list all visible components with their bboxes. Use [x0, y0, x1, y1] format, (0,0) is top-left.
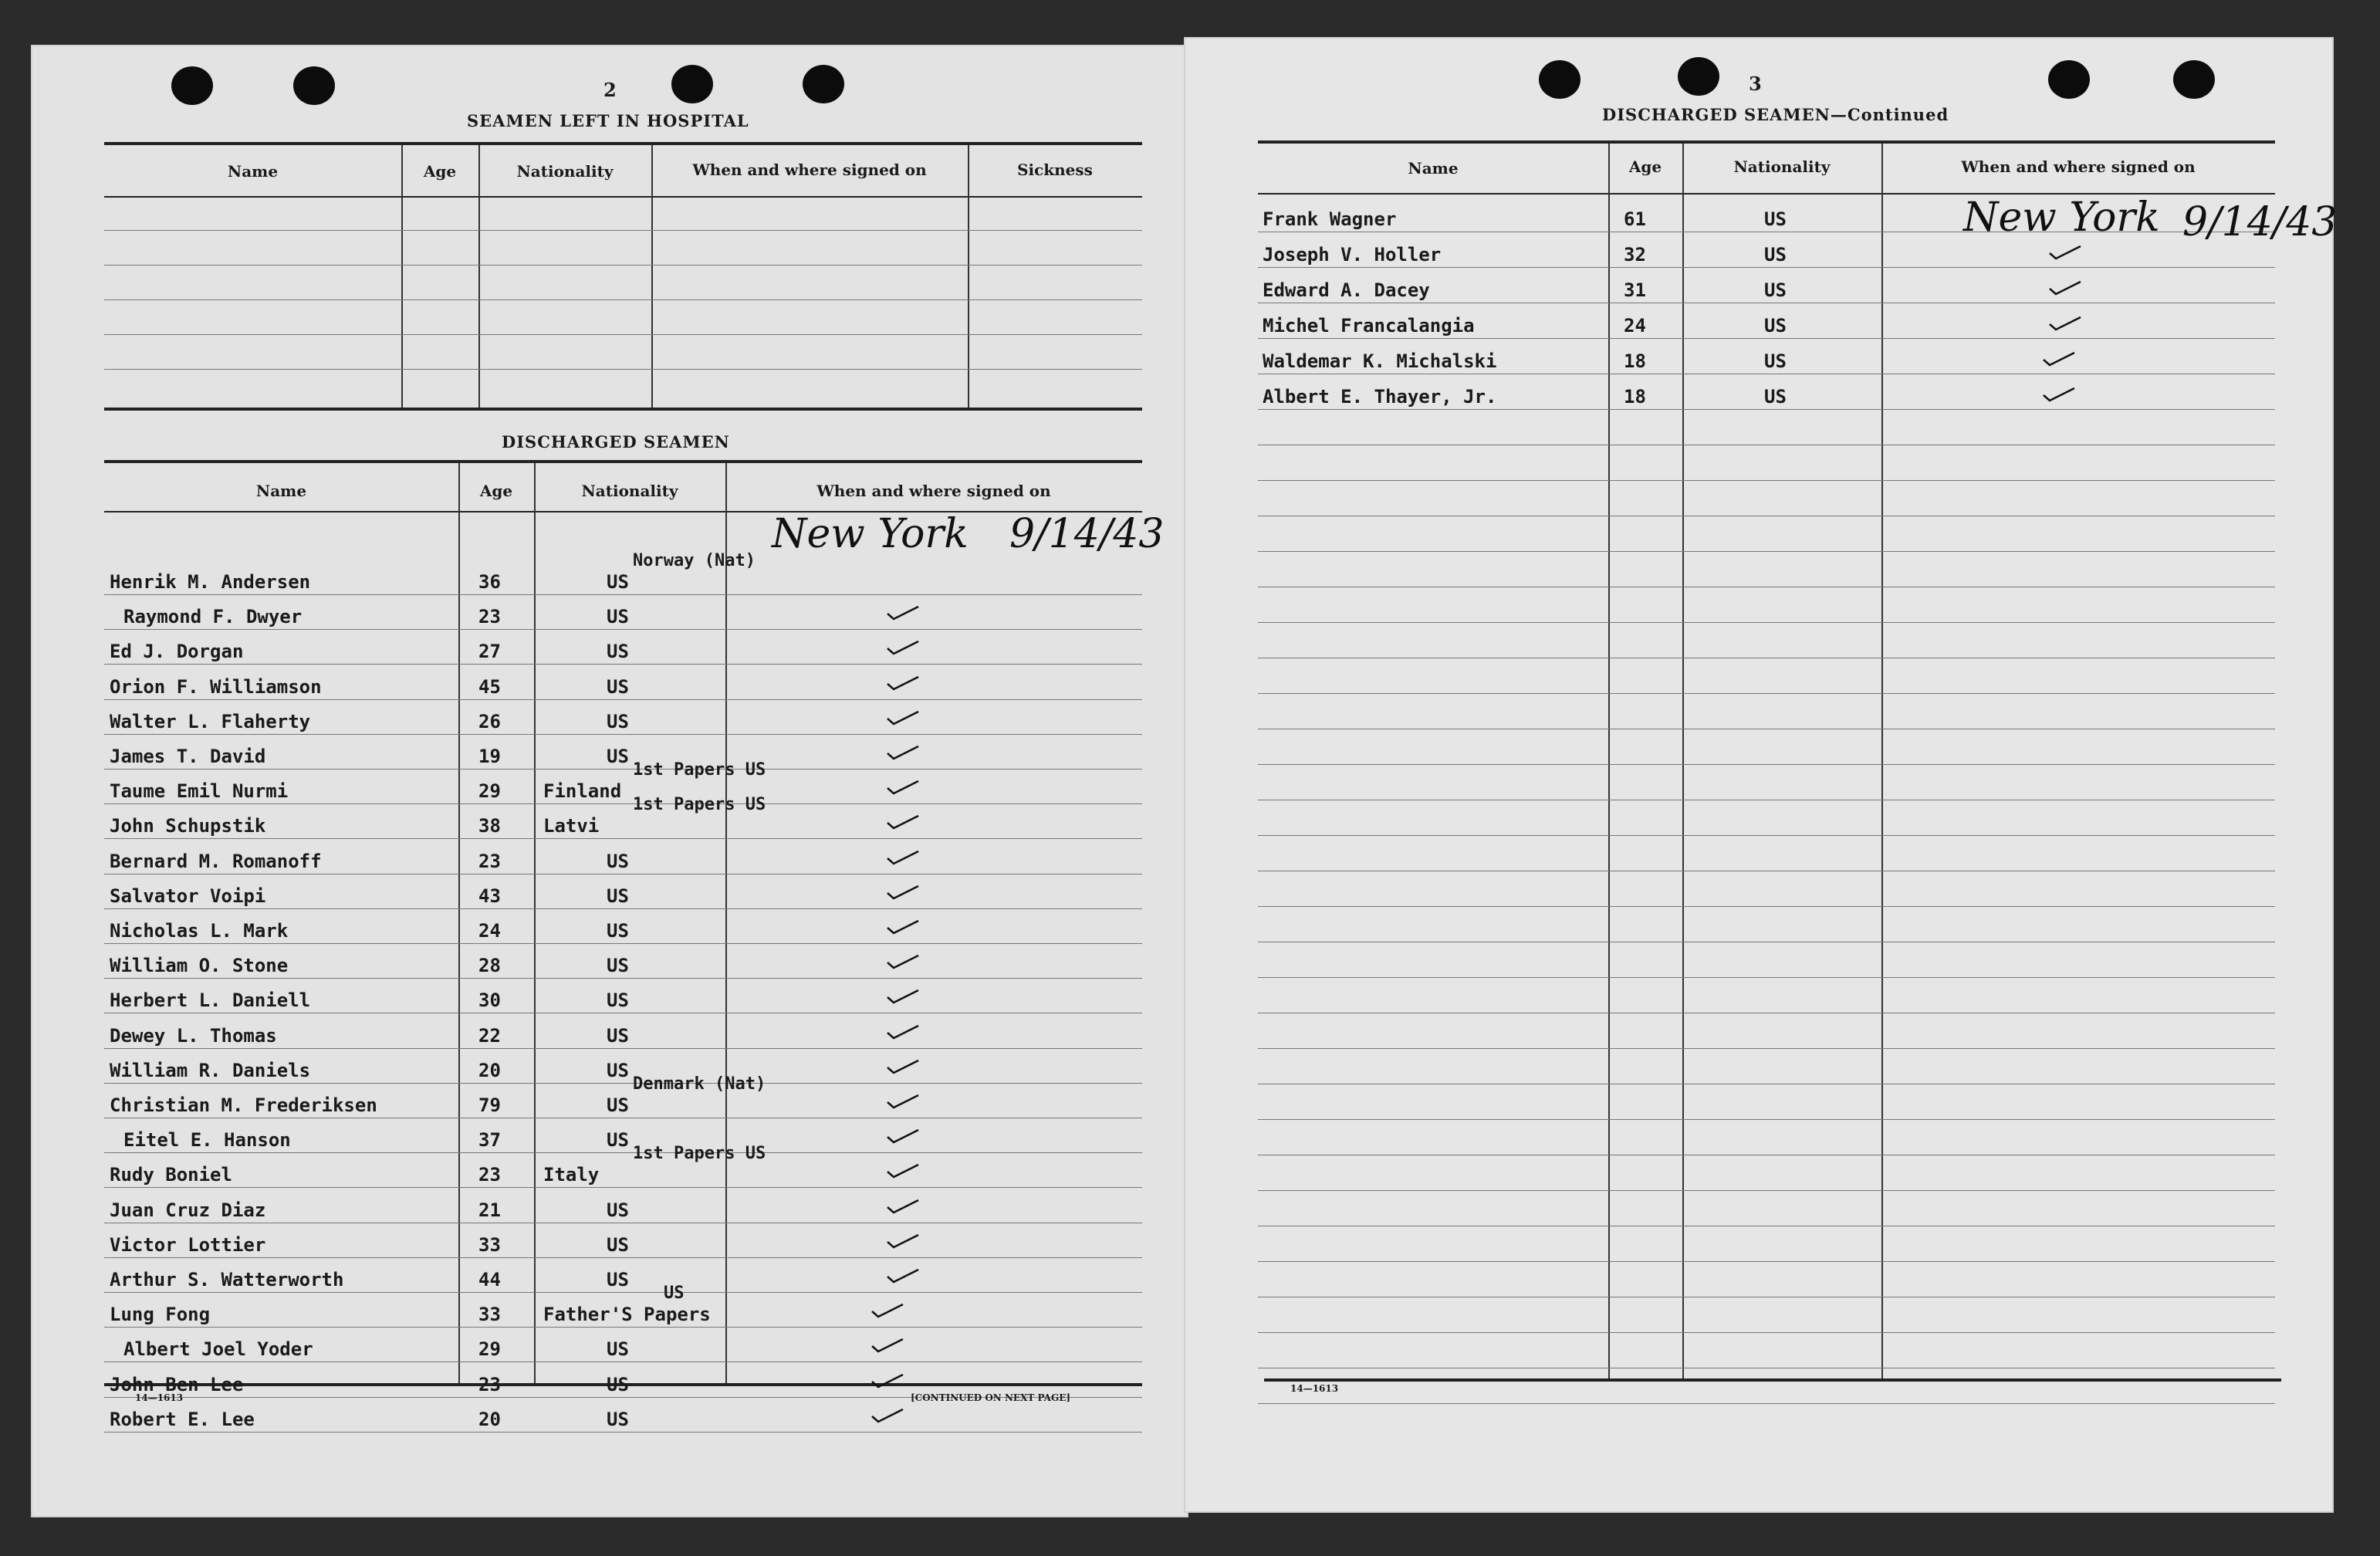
- nationality-note: 1st Papers US: [633, 760, 766, 780]
- seaman-nationality: US: [607, 1234, 629, 1256]
- seaman-age: 33: [478, 1304, 501, 1325]
- page-number: 2: [603, 79, 617, 101]
- seaman-name: Orion F. Williamson: [110, 676, 322, 698]
- seaman-nationality: US: [607, 920, 629, 942]
- nationality-note: 1st Papers US: [633, 795, 766, 814]
- table-row-line: [104, 978, 1142, 979]
- seaman-nationality: US: [607, 641, 629, 662]
- discharged-header-name: Name: [255, 482, 307, 500]
- seaman-age: 44: [478, 1269, 501, 1290]
- hospital-top-rule: [104, 142, 1142, 145]
- seaman-nationality: US: [607, 1374, 629, 1395]
- seaman-age: 32: [1624, 244, 1646, 266]
- table-row-line: [104, 1432, 1142, 1433]
- hospital-bottom-rule: [104, 408, 1142, 411]
- hospital-header-nationality: Nationality: [516, 162, 614, 181]
- seaman-nationality: Father'S Papers: [543, 1304, 711, 1325]
- right-page: [1184, 37, 2338, 1513]
- punch-hole: [803, 65, 844, 103]
- table-row-line: [104, 1152, 1142, 1153]
- check-mark-icon: [886, 953, 920, 970]
- seaman-name: Rudy Boniel: [110, 1164, 232, 1186]
- seaman-nationality: Italy: [543, 1164, 600, 1186]
- seaman-nationality: US: [607, 989, 629, 1011]
- seaman-age: 31: [1624, 279, 1646, 301]
- check-mark-icon: [886, 1162, 920, 1179]
- check-mark-icon: [886, 918, 920, 935]
- seaman-nationality: US: [607, 1129, 629, 1151]
- seaman-age: 20: [478, 1409, 501, 1430]
- check-mark-icon: [2048, 315, 2082, 332]
- seaman-age: 26: [478, 711, 501, 732]
- check-mark-icon: [886, 1198, 920, 1215]
- seaman-name: Albert Joel Yoder: [123, 1338, 313, 1360]
- seaman-name: Edward A. Dacey: [1263, 279, 1430, 301]
- table-row-line: [1258, 267, 2275, 268]
- hospital-col-divider: [651, 145, 653, 408]
- seaman-age: 29: [478, 780, 501, 802]
- check-mark-icon: [886, 1058, 920, 1075]
- signed-on-date: 9/14/43: [1009, 511, 1165, 557]
- table-row-line: [104, 1083, 1142, 1084]
- check-mark-icon: [2042, 350, 2076, 367]
- seaman-name: Bernard M. Romanoff: [110, 851, 322, 872]
- seaman-age: 24: [1624, 315, 1646, 337]
- check-mark-icon: [886, 744, 920, 761]
- seaman-nationality: US: [607, 1094, 629, 1116]
- seaman-nationality: US: [607, 955, 629, 976]
- table-row-line: [104, 943, 1142, 944]
- seaman-name: Christian M. Frederiksen: [110, 1094, 377, 1116]
- table-row-line: [104, 699, 1142, 700]
- seaman-age: 23: [478, 1164, 501, 1186]
- check-mark-icon: [886, 1128, 920, 1145]
- punch-hole: [171, 66, 213, 105]
- signed-on-place: New York: [772, 511, 969, 557]
- page-number: 3: [1749, 73, 1762, 95]
- seaman-name: Eitel E. Hanson: [123, 1129, 291, 1151]
- discharged-header-rule: [104, 511, 1142, 512]
- check-mark-icon: [871, 1337, 904, 1354]
- table-row-line: [1258, 693, 2275, 694]
- seaman-nationality: US: [607, 1025, 629, 1047]
- seaman-nationality: US: [607, 1060, 629, 1081]
- table-row-line: [1258, 622, 2275, 623]
- table-row-line: [1258, 835, 2275, 836]
- seaman-name: William R. Daniels: [110, 1060, 311, 1081]
- right-header-age: Age: [1628, 157, 1662, 176]
- check-mark-icon: [886, 814, 920, 830]
- seaman-age: 18: [1624, 350, 1646, 372]
- seaman-age: 43: [478, 885, 501, 907]
- right-header-nationality: Nationality: [1733, 157, 1831, 176]
- right-header-name: Name: [1408, 159, 1459, 178]
- check-mark-icon: [886, 1267, 920, 1284]
- discharged-header-nationality: Nationality: [581, 482, 678, 500]
- hospital-row-line: [104, 369, 1142, 370]
- seaman-age: 20: [478, 1060, 501, 1081]
- seaman-name: Henrik M. Andersen: [110, 571, 311, 593]
- right-col-divider: [1881, 144, 1883, 1378]
- signed-on-date: 9/14/43: [2182, 199, 2338, 245]
- seaman-nationality: US: [1764, 208, 1787, 230]
- table-row-line: [1258, 1403, 2275, 1404]
- check-mark-icon: [871, 1302, 904, 1319]
- hospital-row-line: [104, 230, 1142, 231]
- seaman-nationality: US: [607, 606, 629, 627]
- right-col-divider: [1682, 144, 1684, 1378]
- table-row-line: [1258, 1119, 2275, 1120]
- seaman-name: Robert E. Lee: [110, 1409, 255, 1430]
- seaman-name: Nicholas L. Mark: [110, 920, 289, 942]
- check-mark-icon: [886, 1233, 920, 1250]
- check-mark-icon: [886, 604, 920, 621]
- seaman-name: Dewey L. Thomas: [110, 1025, 277, 1047]
- seaman-age: 36: [478, 571, 501, 593]
- table-row-line: [1258, 1332, 2275, 1333]
- right-col-divider: [1608, 144, 1610, 1378]
- seaman-age: 23: [478, 851, 501, 872]
- discharged-col-divider: [458, 463, 460, 1383]
- seaman-name: William O. Stone: [110, 955, 289, 976]
- seaman-name: Frank Wagner: [1263, 208, 1397, 230]
- seaman-name: Victor Lottier: [110, 1234, 266, 1256]
- table-row-line: [1258, 338, 2275, 339]
- seaman-age: 23: [478, 606, 501, 627]
- seaman-age: 45: [478, 676, 501, 698]
- hospital-header-rule: [104, 196, 1142, 198]
- check-mark-icon: [871, 1407, 904, 1424]
- nationality-note: Denmark (Nat): [633, 1074, 766, 1094]
- seaman-age: 29: [478, 1338, 501, 1360]
- table-row-line: [1258, 409, 2275, 410]
- seaman-age: 18: [1624, 386, 1646, 408]
- seaman-nationality: US: [1764, 244, 1787, 266]
- nationality-note: Norway (Nat): [633, 551, 756, 570]
- hospital-header-name: Name: [227, 162, 279, 181]
- punch-hole: [293, 66, 335, 105]
- seaman-name: Joseph V. Holler: [1263, 244, 1442, 266]
- table-row-line: [104, 594, 1142, 595]
- hospital-section-title: SEAMEN LEFT IN HOSPITAL: [467, 111, 749, 130]
- table-row-line: [104, 803, 1142, 804]
- seaman-nationality: US: [607, 1338, 629, 1360]
- hospital-row-line: [104, 334, 1142, 335]
- hospital-col-divider: [968, 145, 969, 408]
- check-mark-icon: [886, 1093, 920, 1110]
- seaman-name: Arthur S. Watterworth: [110, 1269, 344, 1290]
- seaman-nationality: US: [607, 1409, 629, 1430]
- seaman-nationality: US: [1764, 386, 1787, 408]
- nationality-note: 1st Papers US: [633, 1144, 766, 1163]
- signed-on-place: New York: [1963, 194, 2160, 241]
- seaman-age: 30: [478, 989, 501, 1011]
- right-header-signed-on: When and where signed on: [1961, 157, 2196, 176]
- table-row-line: [104, 1187, 1142, 1188]
- seaman-name: Lung Fong: [110, 1304, 211, 1325]
- seaman-name: Ed J. Dorgan: [110, 641, 244, 662]
- check-mark-icon: [2048, 244, 2082, 261]
- hospital-row-line: [104, 265, 1142, 266]
- punch-hole: [1678, 57, 1719, 96]
- table-row-line: [104, 629, 1142, 630]
- punch-hole: [671, 65, 713, 103]
- check-mark-icon: [2048, 279, 2082, 296]
- table-row-line: [104, 1048, 1142, 1049]
- table-row-line: [104, 734, 1142, 735]
- seaman-age: 37: [478, 1129, 501, 1151]
- table-row-line: [104, 1327, 1142, 1328]
- table-row-line: [104, 1257, 1142, 1258]
- table-row-line: [1258, 906, 2275, 907]
- table-row-line: [1258, 1190, 2275, 1191]
- seaman-age: 24: [478, 920, 501, 942]
- table-row-line: [104, 1292, 1142, 1293]
- seaman-age: 28: [478, 955, 501, 976]
- discharged-col-divider: [534, 463, 536, 1383]
- seaman-name: Taume Emil Nurmi: [110, 780, 289, 802]
- seaman-age: 22: [478, 1025, 501, 1047]
- seaman-name: Walter L. Flaherty: [110, 711, 311, 732]
- discharged-col-divider: [725, 463, 727, 1383]
- seaman-age: 21: [478, 1199, 501, 1221]
- seaman-name: John Ben Lee: [110, 1374, 244, 1395]
- seaman-age: 38: [478, 815, 501, 837]
- table-row-line: [1258, 1048, 2275, 1049]
- seaman-nationality: Finland: [543, 780, 622, 802]
- seaman-age: 61: [1624, 208, 1646, 230]
- seaman-age: 27: [478, 641, 501, 662]
- seaman-age: 23: [478, 1374, 501, 1395]
- discharged-top-rule: [104, 460, 1142, 463]
- right-top-rule: [1258, 140, 2275, 144]
- right-bottom-rule: [1264, 1378, 2281, 1382]
- discharged-section-title: DISCHARGED SEAMEN: [502, 432, 730, 452]
- hospital-row-line: [104, 299, 1142, 300]
- seaman-nationality: US: [607, 1269, 629, 1290]
- discharged-header-signed-on: When and where signed on: [816, 482, 1051, 500]
- seaman-nationality: Latvi: [543, 815, 600, 837]
- seaman-age: 19: [478, 746, 501, 767]
- table-row-line: [1258, 977, 2275, 978]
- form-number: 14—1613: [135, 1392, 184, 1403]
- table-row-line: [104, 769, 1142, 770]
- table-row-line: [1258, 764, 2275, 765]
- seaman-nationality: US: [607, 676, 629, 698]
- seaman-nationality: US: [607, 571, 629, 593]
- nationality-note: US: [664, 1284, 685, 1303]
- table-row-line: [1258, 1261, 2275, 1262]
- seaman-name: Albert E. Thayer, Jr.: [1263, 386, 1497, 408]
- seaman-nationality: US: [607, 746, 629, 767]
- check-mark-icon: [886, 639, 920, 656]
- punch-hole: [2173, 60, 2215, 99]
- table-row-line: [1258, 551, 2275, 552]
- seaman-nationality: US: [1764, 279, 1787, 301]
- seaman-name: Herbert L. Daniell: [110, 989, 311, 1011]
- seaman-nationality: US: [1764, 315, 1787, 337]
- discharged-continued-title: DISCHARGED SEAMEN—Continued: [1602, 105, 1949, 124]
- check-mark-icon: [886, 709, 920, 726]
- table-row-line: [1258, 480, 2275, 481]
- seaman-name: Juan Cruz Diaz: [110, 1199, 266, 1221]
- seaman-age: 33: [478, 1234, 501, 1256]
- seaman-name: Raymond F. Dwyer: [123, 606, 303, 627]
- seaman-name: Salvator Voipi: [110, 885, 266, 907]
- seaman-nationality: US: [607, 1199, 629, 1221]
- hospital-header-sickness: Sickness: [1017, 161, 1093, 179]
- hospital-col-divider: [401, 145, 403, 408]
- punch-hole: [1539, 60, 1580, 99]
- seaman-name: Michel Francalangia: [1263, 315, 1475, 337]
- seaman-nationality: US: [607, 885, 629, 907]
- check-mark-icon: [886, 884, 920, 901]
- table-row-line: [104, 908, 1142, 909]
- check-mark-icon: [886, 988, 920, 1005]
- check-mark-icon: [2042, 386, 2076, 403]
- seaman-name: John Schupstik: [110, 815, 266, 837]
- table-row-line: [104, 664, 1142, 665]
- left-page: [31, 45, 1188, 1517]
- continued-note: [CONTINUED ON NEXT PAGE]: [911, 1392, 1071, 1403]
- discharged-header-age: Age: [479, 482, 513, 500]
- table-row-line: [104, 838, 1142, 839]
- hospital-col-divider: [478, 145, 480, 408]
- hospital-header-signed-on: When and where signed on: [692, 161, 927, 179]
- seaman-age: 79: [478, 1094, 501, 1116]
- punch-hole: [2048, 60, 2090, 99]
- seaman-nationality: US: [1764, 350, 1787, 372]
- seaman-nationality: US: [607, 851, 629, 872]
- check-mark-icon: [871, 1372, 904, 1389]
- check-mark-icon: [886, 1023, 920, 1040]
- seaman-name: Waldemar K. Michalski: [1263, 350, 1497, 372]
- check-mark-icon: [886, 779, 920, 796]
- check-mark-icon: [886, 675, 920, 692]
- hospital-header-age: Age: [423, 162, 457, 181]
- seaman-name: James T. David: [110, 746, 266, 767]
- check-mark-icon: [886, 849, 920, 866]
- seaman-nationality: US: [607, 711, 629, 732]
- form-number: 14—1613: [1290, 1383, 1339, 1394]
